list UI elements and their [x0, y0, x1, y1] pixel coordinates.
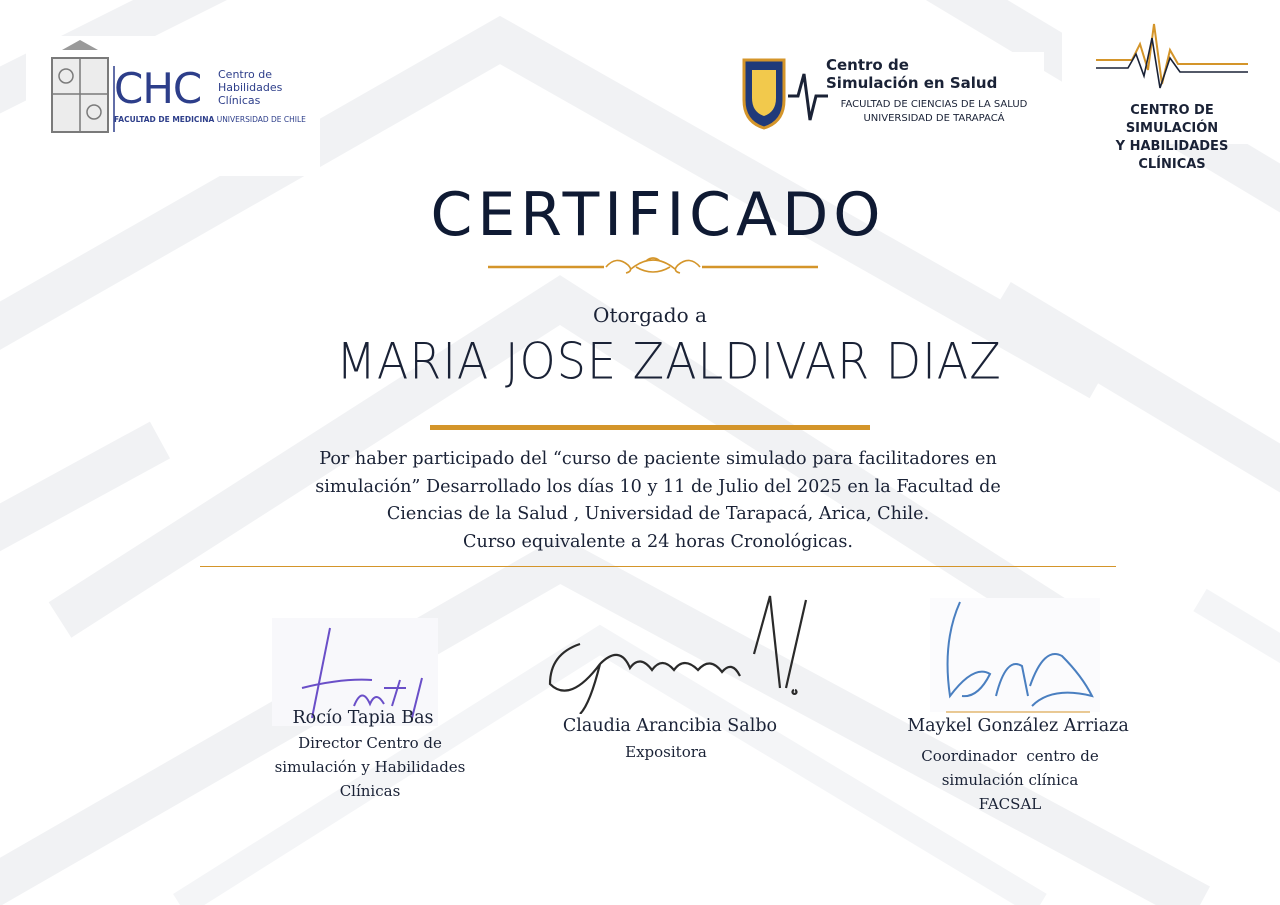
signature-separator	[200, 566, 1116, 567]
simulacion-faculty	[828, 98, 1040, 126]
role-line: simulación clínica	[941, 771, 1079, 789]
simulacion-line: UNIVERSIDAD DE TARAPACÁ	[863, 113, 1005, 124]
chc-subtitle-line: Clínicas	[218, 94, 261, 107]
habilidades-line: Y HABILIDADES CLÍNICAS	[1115, 139, 1229, 172]
chc-subtitle-line: Centro de	[218, 68, 272, 81]
ornament-divider	[486, 255, 820, 281]
certificate-title: CERTIFICADO	[430, 180, 886, 250]
body-line: Por haber participado del “curso de paciente simulado para facilitadores en	[319, 449, 997, 469]
simulacion-line: FACULTAD DE CIENCIAS DE LA SALUD	[840, 99, 1028, 110]
chc-subtitle-line: Habilidades	[218, 81, 283, 94]
habilidades-title	[1092, 102, 1252, 174]
simulacion-title	[826, 56, 997, 92]
name-underline	[430, 425, 870, 430]
recipient-name: MARIA JOSE ZALDIVAR DIAZ	[336, 331, 1002, 391]
role-line: Expositora	[625, 743, 707, 761]
chc-acronym: CHC	[114, 64, 202, 113]
habilidades-logo	[1062, 14, 1252, 172]
signatory-name: Rocío Tapia Bas	[292, 708, 434, 728]
role-line: FACSAL	[978, 795, 1042, 813]
role-line: Coordinador centro de	[921, 747, 1099, 765]
awarded-to-label: Otorgado a	[593, 303, 707, 327]
tarapaca-shield-icon	[740, 56, 832, 130]
role-line: Clínicas	[339, 782, 401, 800]
role-line: simulación y Habilidades	[274, 758, 466, 776]
body-line: Curso equivalente a 24 horas Cronológicas.	[463, 531, 853, 552]
role-line: Director Centro de	[298, 734, 442, 752]
signatory-role	[566, 740, 766, 764]
chc-subtitle	[218, 68, 282, 107]
signatory-role	[260, 731, 480, 803]
simulacion-logo	[738, 52, 1044, 134]
heartbeat-icon	[1092, 14, 1252, 98]
signature-image-gonzalez	[930, 598, 1102, 714]
simulacion-line: Centro de	[826, 56, 909, 74]
chc-footer	[114, 115, 306, 124]
body-line: Ciencias de la Salud , Universidad de Tarapacá, Arica, Chile.	[386, 504, 930, 524]
signatory-name: Maykel González Arriaza	[907, 716, 1129, 736]
signatory-name: Claudia Arancibia Salbo	[562, 716, 778, 736]
body-line: simulación” Desarrollado los días 10 y 11 de Julio del 2025 en la Facultad de	[315, 476, 1001, 497]
certificate-body	[250, 446, 1066, 556]
chc-university: UNIVERSIDAD DE CHILE	[216, 115, 306, 124]
simulacion-line: Simulación en Salud	[826, 74, 998, 92]
chc-faculty: FACULTAD DE MEDICINA	[114, 115, 215, 124]
signature-image-arancibia	[540, 594, 820, 714]
signatory-role	[906, 744, 1114, 816]
chc-logo	[26, 36, 320, 176]
habilidades-line: CENTRO DE SIMULACIÓN	[1125, 103, 1219, 136]
